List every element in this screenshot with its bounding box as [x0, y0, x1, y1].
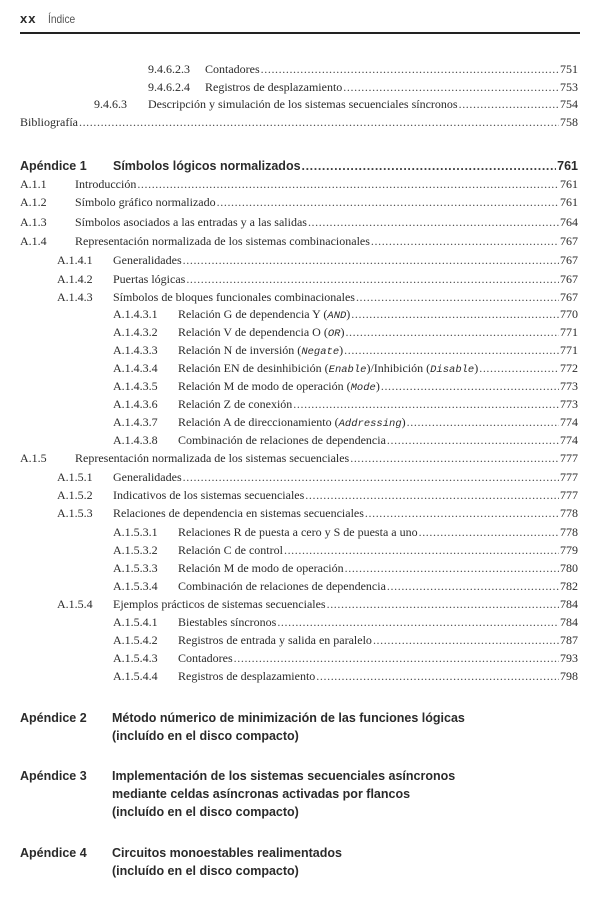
toc-entry-number: A.1.5.3.4	[113, 579, 158, 593]
toc-entry-page: 773	[560, 397, 578, 411]
dot-leader	[373, 632, 559, 648]
toc-entry	[20, 176, 578, 192]
title-text: Ejemplos prácticos de sistemas secuenciales	[113, 597, 326, 611]
toc-entry-page: 767	[560, 234, 578, 248]
toc-entry	[113, 360, 578, 376]
toc-entry-page: 771	[560, 325, 578, 339]
toc-entry	[57, 596, 578, 612]
code-term: Addressing	[338, 418, 402, 430]
title-text: )/Inhibición (	[366, 361, 431, 375]
toc-entry-title	[178, 414, 406, 432]
dot-leader	[137, 176, 559, 192]
title-text: Símbolos de bloques funcionales combinacionales	[113, 290, 355, 304]
appendix-number: Apéndice 4	[20, 846, 87, 860]
toc-entry-title	[75, 194, 216, 210]
toc-entry-number: A.1.2	[20, 195, 47, 209]
dot-leader	[217, 194, 559, 210]
dot-leader	[327, 596, 559, 612]
toc-entry	[20, 450, 578, 466]
toc-entry-page: 767	[560, 290, 578, 304]
title-text: )	[346, 307, 351, 321]
title-text: Relaciones R de puesta a cero y S de puesta a uno	[178, 525, 418, 539]
title-text: Biestables síncronos	[178, 615, 277, 629]
toc-entry	[57, 252, 578, 268]
toc-entry-title	[178, 524, 418, 540]
toc-entry	[113, 432, 578, 448]
toc-entry-page: 778	[560, 525, 578, 539]
title-text: )	[339, 343, 344, 357]
title-text: Relación M de modo de operación (	[178, 379, 351, 393]
toc-entry-title	[178, 632, 372, 648]
dot-leader	[79, 114, 559, 130]
toc-entry-number: A.1.5.3.1	[113, 525, 158, 539]
toc-entry	[113, 632, 578, 648]
toc-entry	[113, 396, 578, 412]
toc-entry	[113, 306, 578, 322]
toc-entry-number: A.1.4.2	[57, 272, 93, 286]
toc-entry	[57, 271, 578, 287]
toc-entry-number: A.1.4.3.8	[113, 433, 158, 447]
toc-entry-page: 779	[560, 543, 578, 557]
appendix-title	[112, 844, 342, 880]
title-text: Relación C de control	[178, 543, 283, 557]
dot-leader	[459, 96, 559, 112]
toc-entry-title	[178, 432, 386, 448]
appendix-title-line: (incluído en el disco compacto)	[112, 805, 299, 819]
dot-leader	[183, 469, 559, 485]
code-term: Disable	[430, 364, 475, 376]
toc-entry-page: 770	[560, 307, 578, 321]
toc-entry-page: 780	[560, 561, 578, 575]
code-term: Enable	[328, 364, 367, 376]
toc-entry-number: A.1.4.3.3	[113, 343, 158, 357]
title-text: Representación normalizada de los sistemas combinacionales	[75, 234, 370, 248]
toc-entry	[113, 614, 578, 630]
toc-entry-title	[178, 668, 315, 684]
toc-entry-page: 793	[560, 651, 578, 665]
title-text: Símbolo gráfico normalizado	[75, 195, 216, 209]
title-text: Generalidades	[113, 253, 182, 267]
toc-entry-number: A.1.4.3.1	[113, 307, 158, 321]
toc-entry-title	[75, 450, 349, 466]
toc-entry-title	[178, 396, 292, 412]
toc-entry-title	[205, 61, 260, 77]
appendix-title-line: mediante celdas asíncronas activadas por flancos	[112, 787, 411, 801]
toc-entry-page: 772	[560, 361, 578, 375]
title-text: Relación G de dependencia Y (	[178, 307, 328, 321]
title-text: Puertas lógicas	[113, 272, 186, 286]
title-text: Símbolos asociados a las entradas y a las salidas	[75, 215, 307, 229]
toc-entry-number: A.1.5.3.3	[113, 561, 158, 575]
toc-entry-number: Apéndice 1	[20, 159, 87, 173]
toc-entry	[113, 560, 578, 576]
toc-entry-title	[178, 542, 283, 558]
toc-entry-number: A.1.1	[20, 177, 47, 191]
dot-leader	[419, 524, 559, 540]
toc-entry-title	[178, 324, 344, 342]
dot-leader	[407, 414, 559, 430]
title-text: Combinación de relaciones de dependencia	[178, 433, 386, 447]
toc-entry-page: 782	[560, 579, 578, 593]
appendix-title	[112, 709, 465, 745]
toc-entry-number: A.1.3	[20, 215, 47, 229]
toc-entry	[20, 194, 578, 210]
toc-entry-number: A.1.5.4.3	[113, 651, 158, 665]
toc-entry-title	[75, 214, 307, 230]
dot-leader	[381, 378, 559, 394]
title-text: Combinación de relaciones de dependencia	[178, 579, 386, 593]
appendix-title	[112, 767, 455, 821]
toc-entry-number: A.1.5.4.4	[113, 669, 158, 683]
toc-entry-page: 798	[560, 669, 578, 683]
toc-entry-number: A.1.5.4	[57, 597, 93, 611]
toc-entry-title	[20, 114, 78, 130]
toc-entry-page: 754	[560, 97, 578, 111]
dot-leader	[350, 450, 559, 466]
toc-entry-number: A.1.4.1	[57, 253, 93, 267]
toc-entry-title	[113, 289, 355, 305]
toc-entry-title	[113, 487, 304, 503]
toc-entry	[113, 342, 578, 358]
title-text: Relación N de inversión (	[178, 343, 302, 357]
toc-entry-title	[113, 158, 301, 174]
title-text: Registros de desplazamiento	[178, 669, 316, 683]
title-text: Contadores	[178, 651, 233, 665]
toc-entry-page: 774	[560, 433, 578, 447]
toc-entry-number: A.1.4.3.5	[113, 379, 158, 393]
dot-leader	[261, 61, 559, 77]
toc-entry-page: 767	[560, 272, 578, 286]
toc-entry-page: 777	[560, 488, 578, 502]
dot-leader	[305, 487, 559, 503]
appendix-title-line: (incluído en el disco compacto)	[112, 864, 299, 878]
title-text: Contadores	[205, 62, 260, 76]
toc-entry	[20, 233, 578, 249]
toc-entry	[57, 289, 578, 305]
toc-entry-page: 771	[560, 343, 578, 357]
toc-entry-page: 751	[560, 62, 578, 76]
dot-leader	[371, 233, 559, 249]
dot-leader	[277, 614, 559, 630]
toc-entry	[113, 578, 578, 594]
toc-entry-title	[113, 596, 326, 612]
toc-entry-number: A.1.4	[20, 234, 47, 248]
toc-entry	[148, 79, 578, 95]
toc-entry-title	[178, 306, 350, 324]
toc-entry	[57, 505, 578, 521]
toc-entry-page: 767	[560, 253, 578, 267]
header-rule	[20, 32, 580, 34]
toc-entry	[113, 668, 578, 684]
code-term: Mode	[350, 382, 376, 394]
title-text: )	[340, 325, 345, 339]
dot-leader	[183, 252, 559, 268]
title-text: )	[401, 415, 406, 429]
toc-entry-title	[113, 271, 185, 287]
title-text: Relación EN de desinhibición (	[178, 361, 329, 375]
toc-entry-page: 764	[560, 215, 578, 229]
toc-entry-number: A.1.4.3.7	[113, 415, 158, 429]
dot-leader	[387, 432, 559, 448]
toc-entry-title	[148, 96, 458, 112]
title-text: Relación V de dependencia O (	[178, 325, 328, 339]
dot-leader	[234, 650, 559, 666]
toc-entry-title	[75, 233, 370, 249]
toc-entry	[94, 96, 578, 112]
toc-entry-page: 787	[560, 633, 578, 647]
title-text: Registros de desplazamiento	[205, 80, 343, 94]
dot-leader	[387, 578, 559, 594]
code-term: AND	[327, 310, 347, 322]
toc-entry-page: 777	[560, 470, 578, 484]
title-text: Bibliografía	[20, 115, 78, 129]
toc-entry-page: 773	[560, 379, 578, 393]
title-text: Relación M de modo de operación	[178, 561, 344, 575]
toc-entry-title	[178, 360, 478, 378]
toc-entry-page: 758	[560, 115, 578, 129]
toc-entry-number: A.1.5.3.2	[113, 543, 158, 557]
toc-entry-title	[113, 505, 364, 521]
toc-entry-number: 9.4.6.2.3	[148, 62, 190, 76]
title-text: Indicativos de los sistemas secuenciales	[113, 488, 305, 502]
toc-entry-number: A.1.4.3	[57, 290, 93, 304]
toc-entry	[57, 487, 578, 503]
toc-entry-page: 761	[560, 195, 578, 209]
toc-entry-number: 9.4.6.2.4	[148, 80, 190, 94]
dot-leader	[302, 158, 557, 174]
toc-entry-page: 753	[560, 80, 578, 94]
toc-entry-title	[178, 650, 233, 666]
title-text: )	[375, 379, 380, 393]
toc-entry-title	[113, 469, 182, 485]
code-term: Negate	[301, 346, 340, 358]
toc-entry-number: A.1.4.3.2	[113, 325, 158, 339]
title-text: Símbolos lógicos normalizados	[113, 159, 301, 173]
toc-entry-title	[178, 614, 276, 630]
dot-leader	[344, 342, 559, 358]
title-text: Registros de entrada y salida en paralelo	[178, 633, 372, 647]
dot-leader	[356, 289, 559, 305]
toc-entry-title	[178, 342, 343, 360]
toc-entry-page: 784	[560, 615, 578, 629]
toc-entry	[113, 542, 578, 558]
appendix-title-line: Circuitos monoestables realimentados	[112, 846, 342, 860]
dot-leader	[284, 542, 559, 558]
dot-leader	[479, 360, 559, 376]
dot-leader	[186, 271, 559, 287]
toc-entry	[20, 158, 578, 174]
toc-entry-title	[75, 176, 136, 192]
header-page-number: xx	[20, 11, 37, 26]
dot-leader	[345, 560, 559, 576]
title-text: Relaciones de dependencia en sistemas secuenciales	[113, 506, 364, 520]
toc-entry	[113, 650, 578, 666]
dot-leader	[293, 396, 559, 412]
toc-entry-number: A.1.4.3.4	[113, 361, 158, 375]
toc-entry	[113, 324, 578, 340]
toc-entry-title	[178, 578, 386, 594]
title-text: Generalidades	[113, 470, 182, 484]
toc-entry	[113, 378, 578, 394]
toc-entry	[113, 414, 578, 430]
title-text: Representación normalizada de los sistemas secuenciales	[75, 451, 350, 465]
toc-entry-number: 9.4.6.3	[94, 97, 127, 111]
toc-entry	[148, 61, 578, 77]
dot-leader	[343, 79, 559, 95]
toc-entry-number: A.1.4.3.6	[113, 397, 158, 411]
toc-entry-title	[205, 79, 342, 95]
toc-entry-title	[113, 252, 182, 268]
title-text: Introducción	[75, 177, 137, 191]
dot-leader	[365, 505, 559, 521]
title-text: Relación A de direccionamiento (	[178, 415, 339, 429]
toc-entry-page: 784	[560, 597, 578, 611]
toc-entry	[20, 214, 578, 230]
toc-entry-title	[178, 378, 380, 396]
toc-entry-page: 777	[560, 451, 578, 465]
toc-entry	[113, 524, 578, 540]
dot-leader	[308, 214, 559, 230]
appendix-title-line: Implementación de los sistemas secuenciales asíncronos	[112, 769, 456, 783]
toc-entry-page: 761	[557, 159, 578, 173]
appendix-title-line: (incluído en el disco compacto)	[112, 729, 299, 743]
toc-entry-number: A.1.5.4.1	[113, 615, 158, 629]
title-text: Descripción y simulación de los sistemas secuenciales síncronos	[148, 97, 458, 111]
title-text: )	[474, 361, 479, 375]
toc-entry-number: A.1.5.1	[57, 470, 93, 484]
toc-entry-number: A.1.5	[20, 451, 47, 465]
title-text: Relación Z de conexión	[178, 397, 293, 411]
dot-leader	[345, 324, 559, 340]
toc-entry-number: A.1.5.3	[57, 506, 93, 520]
toc-entry-page: 778	[560, 506, 578, 520]
appendix-number: Apéndice 2	[20, 711, 87, 725]
toc-entry-page: 761	[560, 177, 578, 191]
toc-entry	[57, 469, 578, 485]
dot-leader	[316, 668, 559, 684]
toc-entry-page: 774	[560, 415, 578, 429]
running-header	[20, 11, 81, 26]
toc-entry	[20, 114, 578, 130]
header-title: Índice	[48, 12, 76, 26]
toc-entry-number: A.1.5.4.2	[113, 633, 158, 647]
code-term: OR	[327, 328, 341, 340]
appendix-title-line: Método númerico de minimización de las funciones lógicas	[112, 711, 465, 725]
toc-entry-number: A.1.5.2	[57, 488, 93, 502]
toc-entry-title	[178, 560, 344, 576]
dot-leader	[351, 306, 559, 322]
appendix-number: Apéndice 3	[20, 769, 87, 783]
